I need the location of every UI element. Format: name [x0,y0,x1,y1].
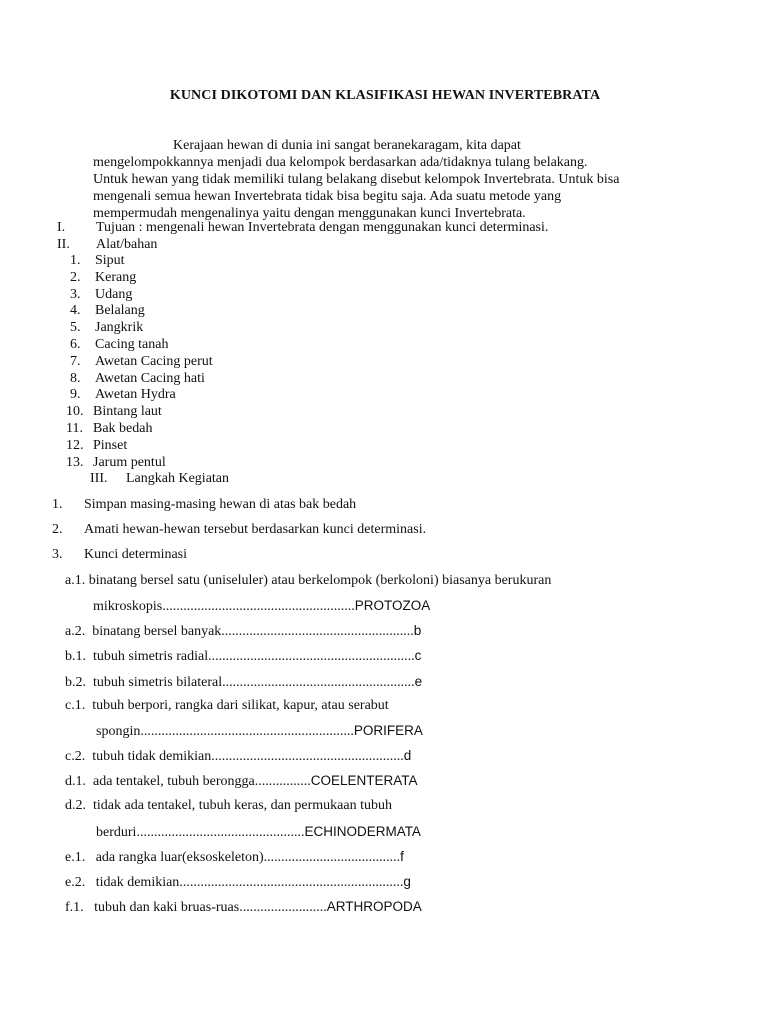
key-entry [65,674,422,691]
key-text: tubuh simetris radial [93,649,209,664]
key-code: a.2. [65,624,86,639]
intro-line: Kerajaan hewan di dunia ini sangat beranekaragam, kita dapat [173,138,521,153]
key-result: ARTHROPODA [326,899,422,914]
key-text: berduri [96,825,137,840]
key-text: tidak demikian [95,875,180,890]
key-text: tubuh simetris bilateral [93,675,223,690]
key-entry [65,899,422,916]
key-text: tidak ada tentakel, tubuh keras, dan permukaan tubuh [93,798,392,813]
key-result: ECHINODERMATA [304,824,421,839]
key-code: c.1. [65,698,86,713]
key-dots: ....................................................... [162,599,355,614]
key-dots: ................................................................ [179,875,404,890]
key-code: b.1. [65,649,86,664]
section-text: Tujuan : mengenali hewan Invertebrata dengan menggunakan kunci determinasi. [96,220,549,235]
key-result: d [403,748,412,763]
key-entry [65,748,411,765]
key-entry [65,874,411,891]
key-code: e.2. [65,875,86,890]
key-code: c.2. [65,749,86,764]
key-code: a.1. [65,573,86,588]
section-text: Alat/bahan [96,237,158,252]
key-result: e [414,674,423,689]
key-result: PROTOZOA [354,598,431,613]
key-code: e.1. [65,850,86,865]
key-text: tubuh berpori, rangka dari silikat, kapur, atau serabut [92,698,389,713]
key-code: b.2. [65,675,86,690]
key-entry [65,698,389,714]
key-entry [96,723,423,740]
key-result: COELENTERATA [310,773,418,788]
document-page: KUNCI DIKOTOMI DAN KLASIFIKASI HEWAN INVERTEBRATA Kerajaan hewan di dunia ini sangat beranekaragam, kita dapat mengelompokkannya menjadi dua kelompok berdasarkan ada/tidaknya tulang belakang. Untuk hewan yang tidak memiliki tulang belakang disebut kelompok Invertebrata. Untuk bisa mengenali semua hewan Invertebrata tidak bisa begitu saja. Ada suatu metode yang mempermudah mengenalinya yaitu dengan menggunakan kunci Invertebrata. I. Tujuan : mengenali hewan Invertebrata dengan menggunakan kunci determinasi. II. Alat/bahan 1. Siput 2. Kerang 3. Udang 4. Belalang 5. Jangkrik 6. Cacing tanah 7. Awetan Cacing perut 8. Awetan Cacing hati 9. Awetan Hydra 10. Bintang laut 11. Bak bedah 12. Pinset 13. Jarum pentul III. Langkah Kegiatan 1. Simpan masing-masing hewan di atas bak bedah 2. Amati hewan-hewan tersebut berdasarkan kunci determinasi. 3. Kunci determinasi a.1. binatang bersel satu (uniseluler) atau berkelompok (berkoloni) biasanya berukuran mikroskopis.......................................................PROTOZOA a.2. binatang bersel banyak.......................................................b b.1. tubuh simetris radial...........................................................c b.2. tubuh simetris bilateral.......................................................e c.1. tubuh berpori, rangka dari silikat, kapur, atau serabut spongin.............................................................PORIFERA c.2. tubuh tidak demikian.......................................................d d.1. ada tentakel, tubuh berongga................COELENTERATA d.2. tidak ada tentakel, tubuh keras, dan permukaan tubuh berduri................................................ECHINODERMATA e.1. ada rangka luar(eksoskeleton).......................................f e.2. tidak demikian................................................................g f.1. tubuh dan kaki bruas-ruas.........................ARTHROPODA [0,0,768,1024]
key-result: b [413,623,422,638]
section-number: III. [90,471,108,486]
section-number: II. [57,237,70,252]
key-text: binatang bersel banyak [92,624,222,639]
key-result: f [400,849,404,864]
key-text: mikroskopis [93,599,163,614]
section-number: I. [57,220,66,235]
section-text: Langkah Kegiatan [126,471,230,486]
key-text: binatang bersel satu (uniseluler) atau berkelompok (berkoloni) biasanya berukuran [88,573,552,588]
key-dots: ........................................................... [208,649,415,664]
key-entry [65,849,404,866]
key-entry [65,648,421,665]
key-code: d.1. [65,774,86,789]
intro-line: mempermudah mengenalinya yaitu dengan menggunakan kunci Invertebrata. [93,206,526,221]
key-dots: ......................... [239,900,327,915]
key-dots: ....................................................... [222,675,415,690]
key-dots: ............................................................. [140,724,354,739]
key-dots: ....................................................... [221,624,414,639]
intro-line: mengelompokkannya menjadi dua kelompok berdasarkan ada/tidaknya tulang belakang. [93,155,588,170]
key-text: spongin [96,724,141,739]
key-entry [65,773,418,790]
key-dots: ................ [254,774,311,789]
key-text: tubuh tidak demikian [92,749,212,764]
key-result: g [403,874,411,889]
key-entry [96,824,421,841]
intro-line: mengenali semua hewan Invertebrata tidak bisa begitu saja. Ada suatu metode yang [93,189,562,204]
key-dots: ....................................................... [211,749,404,764]
intro-line: Untuk hewan yang tidak memiliki tulang belakang disebut kelompok Invertebrata. Untuk bisa [93,172,620,187]
key-entry [93,598,430,615]
document-title: KUNCI DIKOTOMI DAN KLASIFIKASI HEWAN INVERTEBRATA [169,88,601,103]
key-entry [65,798,392,814]
key-entry [65,573,551,589]
key-dots: ................................................ [136,825,305,840]
key-text: ada rangka luar(eksoskeleton) [95,850,264,865]
key-code: f.1. [65,900,84,915]
key-text: tubuh dan kaki bruas-ruas [94,900,240,915]
key-code: d.2. [65,798,86,813]
intro-paragraph [93,137,653,222]
key-dots: ....................................... [263,850,401,865]
key-result: c [414,648,422,663]
key-entry [65,623,421,640]
key-result: PORIFERA [353,723,423,738]
key-text: ada tentakel, tubuh berongga [93,774,255,789]
